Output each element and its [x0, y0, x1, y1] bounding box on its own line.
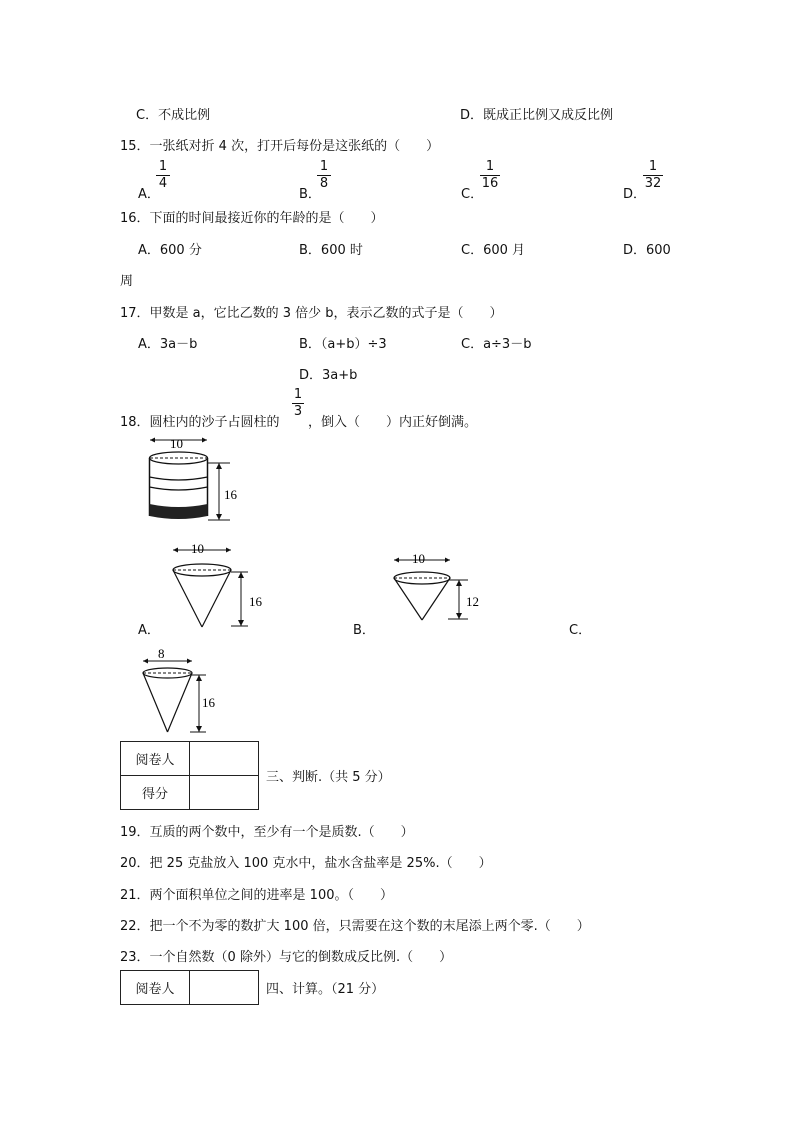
score-table-1-reviewer-label: 阅卷人: [121, 742, 190, 776]
q15-b-denominator: 8: [319, 176, 329, 191]
q18-numerator: 1: [293, 387, 303, 402]
q16-option-d-wrap: 周: [120, 274, 134, 289]
judgment-19: 19．互质的两个数中，至少有一个是质数.（ ）: [120, 825, 414, 840]
q14-option-c: C．不成比例: [136, 108, 211, 123]
q18-stem-part2: ，倒入（ ）内正好倒满。: [308, 415, 478, 430]
q15-option-a-fraction: [156, 160, 170, 191]
score-table-2: [120, 970, 259, 1005]
q16-option-d: D．600: [623, 243, 671, 258]
q15-a-denominator: 4: [158, 176, 168, 191]
q18-option-b-label: B．: [353, 623, 375, 638]
q15-d-numerator: 1: [648, 159, 658, 174]
score-table-1-score-label: 得分: [121, 776, 190, 810]
q16-option-b: B．600 时: [299, 243, 363, 258]
score-table-2-reviewer-label: 阅卷人: [121, 971, 190, 1005]
q18-stem-part1: 18．圆柱内的沙子占圆柱的: [120, 415, 280, 430]
cone-c-height-label: 16: [202, 695, 215, 710]
q15-d-denominator: 32: [644, 176, 662, 191]
q17-stem: 17．甲数是 a，它比乙数的 3 倍少 b，表示乙数的式子是（ ）: [120, 306, 503, 321]
cone-a-height-label: 16: [249, 594, 262, 609]
q15-stem: 15．一张纸对折 4 次，打开后每份是这张纸的（ ）: [120, 139, 440, 154]
q15-option-c-label: C．: [461, 187, 484, 202]
q16-option-a: A．600 分: [138, 243, 202, 258]
score-table-1-reviewer-cell[interactable]: [190, 742, 259, 776]
score-table-1: [120, 741, 259, 810]
judgment-22: 22．把一个不为零的数扩大 100 倍，只需要在这个数的末尾添上两个零.（ ）: [120, 919, 590, 934]
q18-option-c-label: C．: [569, 623, 592, 638]
q15-option-d-fraction: [643, 160, 663, 191]
q15-c-numerator: 1: [485, 159, 495, 174]
cylinder-diameter-label: 10: [170, 436, 183, 451]
q18-option-a-label: A．: [138, 623, 160, 638]
cone-c-figure: [138, 644, 238, 736]
q15-option-c-fraction: [480, 160, 500, 191]
q14-option-d: D．既成正比例又成反比例: [460, 108, 614, 123]
q15-b-numerator: 1: [319, 159, 329, 174]
score-table-1-score-cell[interactable]: [190, 776, 259, 810]
cone-a-figure: [168, 538, 278, 632]
section-3-heading: 三、判断.（共 5 分）: [266, 770, 391, 785]
q17-option-c: C．a÷3－b: [461, 337, 532, 352]
cone-a-diameter-label: 10: [191, 541, 204, 556]
judgment-23: 23．一个自然数（0 除外）与它的倒数成反比例.（ ）: [120, 950, 453, 965]
q15-option-a-label: A．: [138, 187, 160, 202]
q16-option-c: C．600 月: [461, 243, 526, 258]
q15-option-d-label: D．: [623, 187, 647, 202]
cylinder-figure: [140, 432, 250, 524]
q18-stem-fraction: [292, 388, 304, 419]
q17-option-b: B．（a+b）÷3: [299, 337, 387, 352]
judgment-20: 20．把 25 克盐放入 100 克水中，盐水含盐率是 25%.（ ）: [120, 856, 492, 871]
section-4-heading: 四、计算。（21 分）: [266, 982, 385, 997]
q17-option-a: A．3a－b: [138, 337, 198, 352]
q15-c-denominator: 16: [481, 176, 499, 191]
q17-option-d: D．3a+b: [299, 368, 358, 383]
cylinder-height-label: 16: [224, 487, 237, 502]
cone-b-figure: [390, 548, 500, 624]
q15-a-numerator: 1: [158, 159, 168, 174]
q16-stem: 16．下面的时间最接近你的年龄的是（ ）: [120, 211, 384, 226]
score-table-2-reviewer-cell[interactable]: [190, 971, 259, 1005]
q15-option-b-fraction: [317, 160, 331, 191]
judgment-21: 21．两个面积单位之间的进率是 100。（ ）: [120, 888, 393, 903]
cone-b-diameter-label: 10: [412, 551, 425, 566]
cone-b-height-label: 12: [466, 594, 479, 609]
q15-option-b-label: B．: [299, 187, 321, 202]
cone-c-diameter-label: 8: [158, 646, 165, 661]
q18-denominator: 3: [293, 404, 303, 419]
